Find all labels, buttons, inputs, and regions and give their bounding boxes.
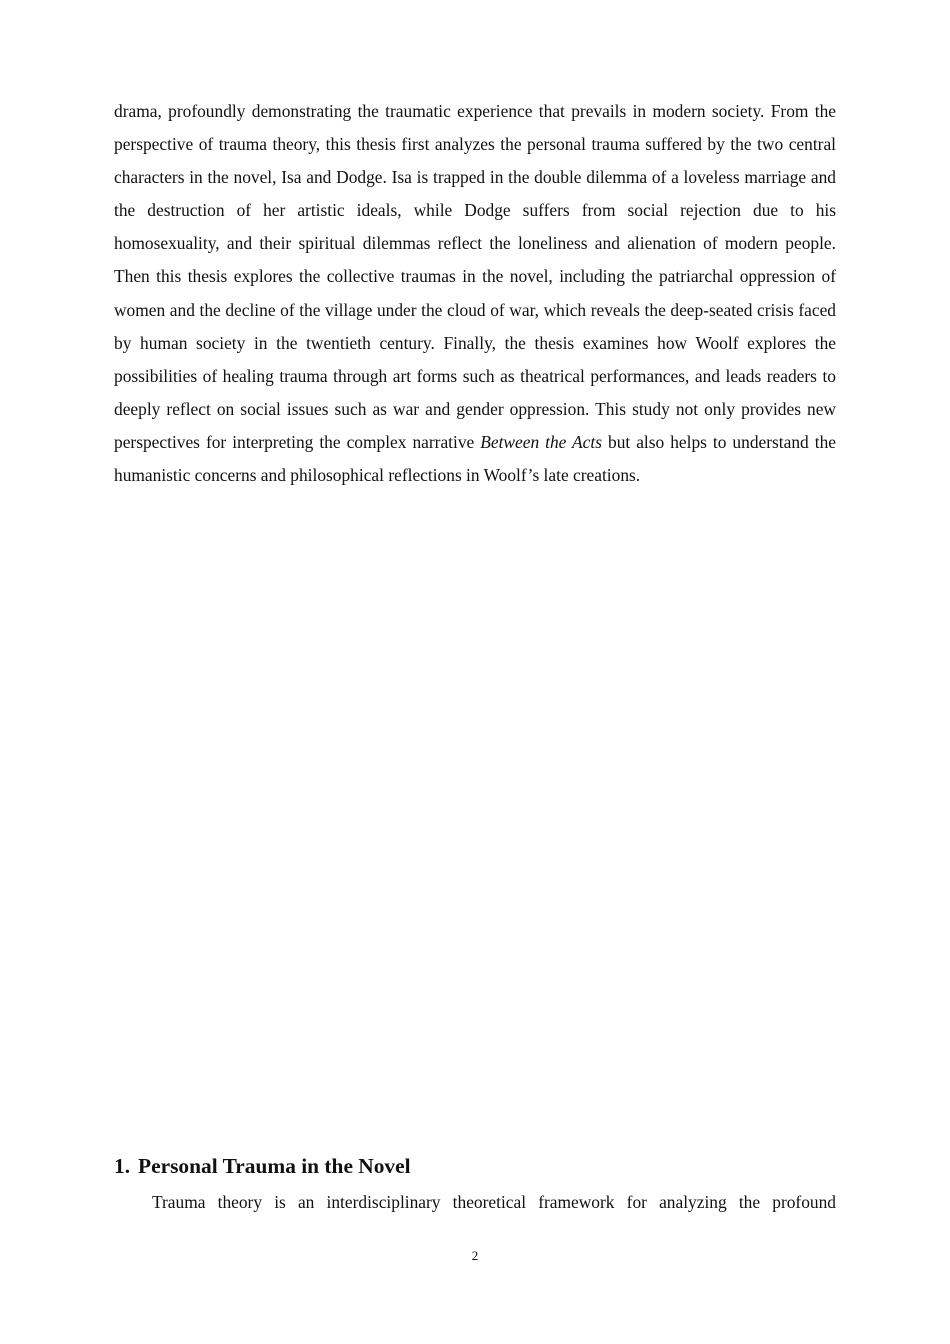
section-number: 1.	[114, 1154, 131, 1178]
paragraph-text-before-title: drama, profoundly demonstrating the traumatic experience that prevails in modern society. From the perspective of trauma theory, this thesis first analyzes the personal trauma suffered by the two central characters in the novel, Isa and Dodge. Isa is trapped in the double dilemma of a loveless marriage and the destruction of her artistic ideals, while Dodge suffers from social rejection due to his homosexuality, and their spiritual dilemmas reflect the loneliness and alienation of modern people. Then this thesis explores the collective traumas in the novel, including the patriarchal oppression of women and the decline of the village under the cloud of war, which reveals the deep-seated crisis faced by human society in the twentieth century. Finally, the thesis examines how Woolf explores the possibilities of healing trauma through art forms such as theatrical performances, and leads readers to deeply reflect on social issues such as war and gender oppression. This study not only provides new perspectives for interpreting the complex narrative	[114, 101, 836, 452]
paragraph-text-after-title: but also helps to understand the humanistic concerns and philosophical reflections in Woolf’s late creations.	[114, 431, 836, 486]
body-paragraph	[114, 95, 836, 492]
next-body-paragraph: Trauma theory is an interdisciplinary theoretical framework for analyzing the profound	[152, 1192, 836, 1212]
page-number: 2	[471, 1248, 479, 1263]
italic-book-title: Between the Acts	[480, 431, 602, 452]
section-heading	[114, 1151, 836, 1181]
section-title: Personal Trauma in the Novel	[138, 1154, 411, 1178]
